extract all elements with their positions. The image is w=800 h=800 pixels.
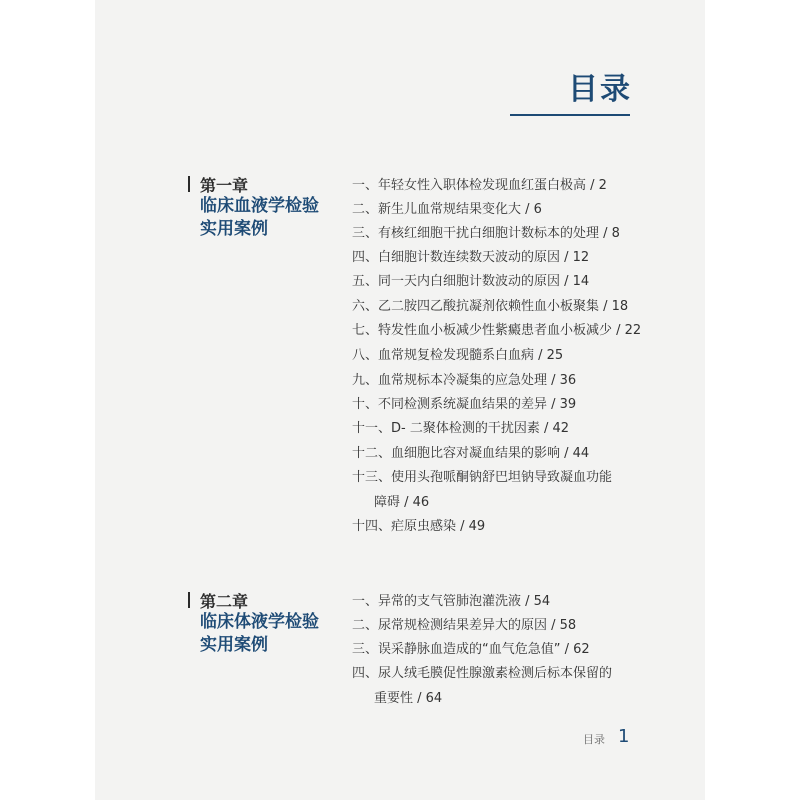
- toc-entry[interactable]: 十三、使用头孢哌酮钠舒巴坦钠导致凝血功能: [352, 470, 613, 485]
- toc-entry[interactable]: 十四、疟原虫感染 / 49: [352, 519, 486, 534]
- page-title: 目录: [568, 72, 632, 107]
- chapter-name-line1: 临床体液学检验: [200, 612, 319, 632]
- chapter-name-line1: 临床血液学检验: [200, 196, 319, 216]
- toc-entry[interactable]: 八、血常规复检发现髓系白血病 / 25: [352, 348, 564, 363]
- toc-entry[interactable]: 七、特发性血小板减少性紫癜患者血小板减少 / 22: [352, 323, 642, 338]
- chapter-label: 第二章: [200, 592, 249, 611]
- toc-entry[interactable]: 六、乙二胺四乙酸抗凝剂依赖性血小板聚集 / 18: [352, 299, 629, 314]
- toc-entry[interactable]: 四、白细胞计数连续数天波动的原因 / 12: [352, 250, 590, 265]
- toc-entry[interactable]: 五、同一天内白细胞计数波动的原因 / 14: [352, 274, 590, 289]
- toc-entry[interactable]: 一、年轻女性入职体检发现血红蛋白极高 / 2: [352, 178, 607, 193]
- chapter-label: 第一章: [200, 176, 249, 195]
- toc-entry[interactable]: 三、误采静脉血造成的“血气危急值” / 62: [352, 642, 590, 657]
- toc-entry[interactable]: 二、尿常规检测结果差异大的原因 / 58: [352, 618, 577, 633]
- toc-entry[interactable]: 二、新生儿血常规结果变化大 / 6: [352, 202, 542, 217]
- title-underline: [510, 114, 630, 116]
- toc-entry[interactable]: 十二、血细胞比容对凝血结果的影响 / 44: [352, 446, 590, 461]
- footer-section-label: 目录: [583, 733, 605, 746]
- chapter-name-line2: 实用案例: [200, 219, 268, 239]
- toc-entry[interactable]: 四、尿人绒毛膜促性腺激素检测后标本保留的: [352, 666, 613, 681]
- toc-entry[interactable]: 十一、D- 二聚体检测的干扰因素 / 42: [352, 421, 570, 436]
- toc-entry[interactable]: 九、血常规标本冷凝集的应急处理 / 36: [352, 373, 577, 388]
- toc-entry-continuation[interactable]: 障碍 / 46: [374, 495, 430, 510]
- toc-entry[interactable]: 一、异常的支气管肺泡灌洗液 / 54: [352, 594, 551, 609]
- toc-entry-continuation[interactable]: 重要性 / 64: [374, 691, 443, 706]
- toc-entry[interactable]: 十、不同检测系统凝血结果的差异 / 39: [352, 397, 577, 412]
- chapter-marker-bar: [188, 176, 190, 192]
- page-number: 1: [618, 726, 630, 747]
- toc-entry[interactable]: 三、有核红细胞干扰白细胞计数标本的处理 / 8: [352, 226, 620, 241]
- chapter-name-line2: 实用案例: [200, 635, 268, 655]
- chapter-marker-bar: [188, 592, 190, 608]
